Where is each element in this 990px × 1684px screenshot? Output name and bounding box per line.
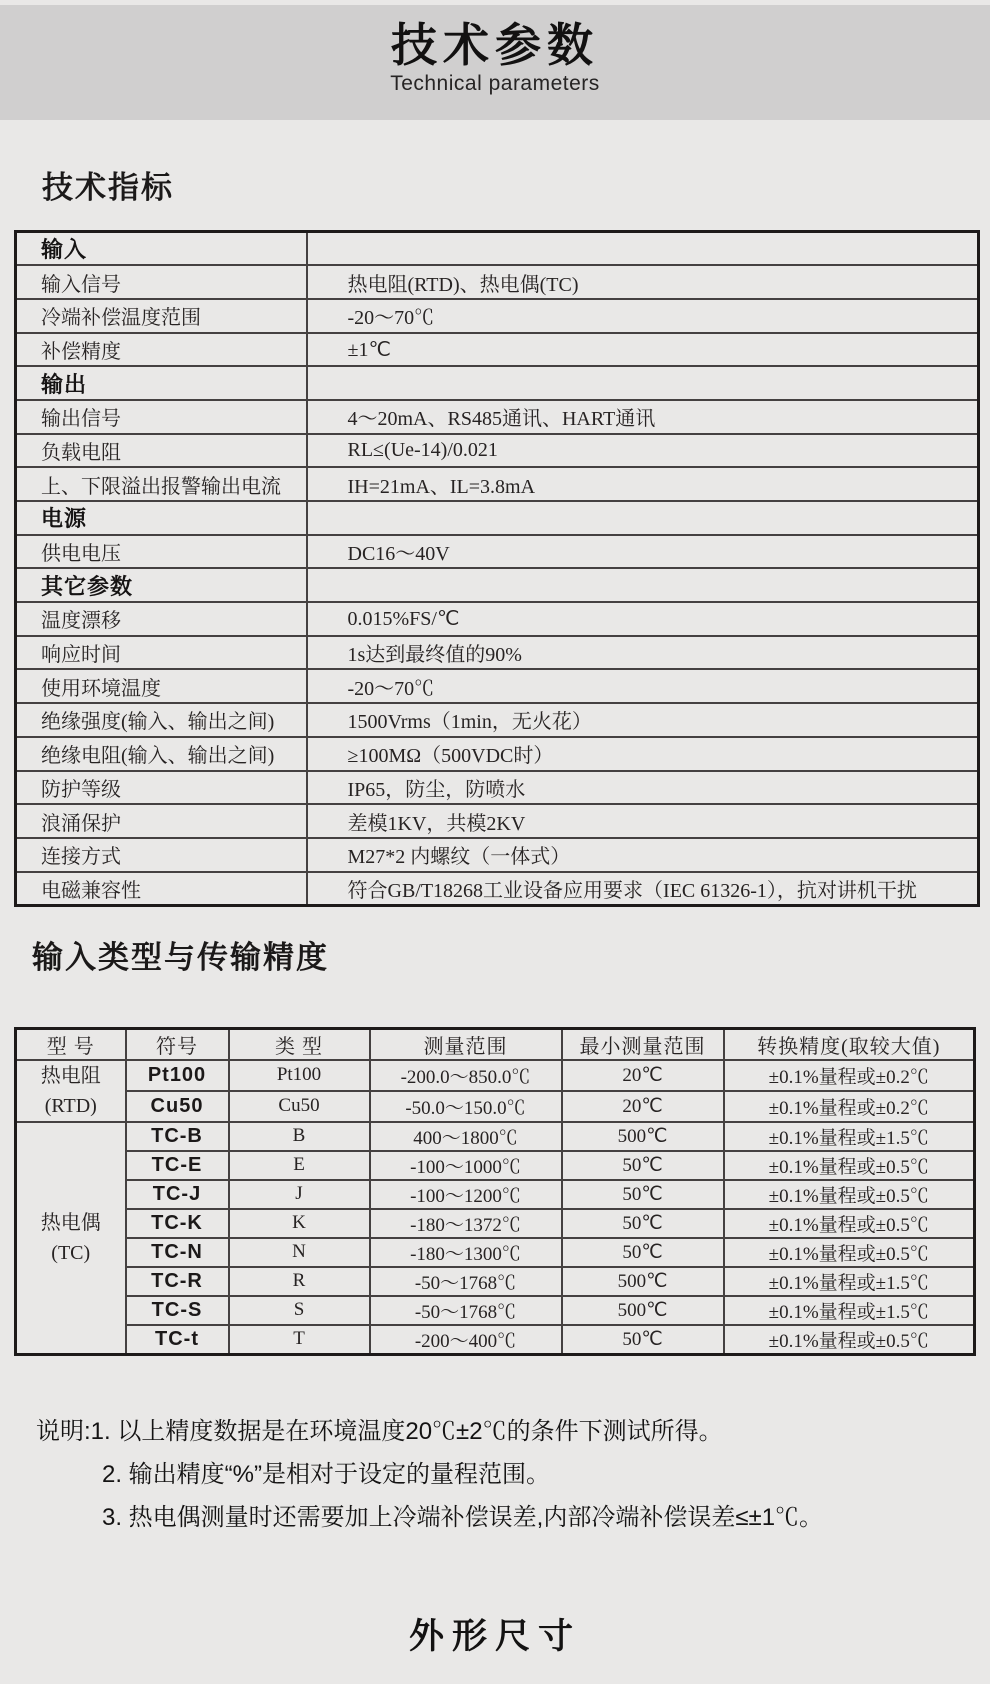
min-range-cell: 20℃	[562, 1060, 724, 1091]
accuracy-cell: ±0.1%量程或±0.5℃	[724, 1238, 975, 1267]
symbol-cell: TC-t	[126, 1325, 229, 1355]
range-cell: -100～1000℃	[370, 1151, 562, 1180]
spec-section-row	[16, 232, 979, 266]
symbol-cell: TC-N	[126, 1238, 229, 1267]
spec-section-label: 输入	[16, 232, 307, 266]
spec-label: 负载电阻	[16, 434, 307, 468]
spec-label: 使用环境温度	[16, 669, 307, 703]
accuracy-cell: ±0.1%量程或±0.5℃	[724, 1180, 975, 1209]
page-title: 技术参数	[391, 19, 599, 71]
min-range-cell: 50℃	[562, 1151, 724, 1180]
input-row	[16, 1151, 975, 1180]
min-range-cell: 500℃	[562, 1296, 724, 1325]
min-range-cell: 50℃	[562, 1209, 724, 1238]
input-row	[16, 1267, 975, 1296]
range-cell: -50～1768℃	[370, 1267, 562, 1296]
model-group-tc	[16, 1122, 126, 1355]
spec-label: 上、下限溢出报警输出电流	[16, 467, 307, 501]
spec-label: 电磁兼容性	[16, 872, 307, 906]
input-types-table	[14, 1027, 976, 1356]
spec-value	[307, 232, 979, 266]
min-range-cell: 20℃	[562, 1091, 724, 1122]
min-range-cell: 500℃	[562, 1267, 724, 1296]
range-cell: -50～1768℃	[370, 1296, 562, 1325]
spec-label: 温度漂移	[16, 602, 307, 636]
min-range-cell: 50℃	[562, 1180, 724, 1209]
range-cell: -200.0～850.0℃	[370, 1060, 562, 1091]
spec-value: 0.015%FS/℃	[307, 602, 979, 636]
spec-row	[16, 737, 979, 771]
hero-band	[0, 5, 990, 120]
spec-label: 绝缘电阻(输入、输出之间)	[16, 737, 307, 771]
spec-value: 1s达到最终值的90%	[307, 636, 979, 670]
spec-value: ≥100MΩ（500VDC时）	[307, 737, 979, 771]
note-text: 3. 热电偶测量时还需要加上冷端补偿误差,内部冷端补偿误差≤±1℃。	[102, 1503, 824, 1531]
input-row	[16, 1060, 975, 1091]
model-group-rtd	[16, 1060, 126, 1122]
input-row	[16, 1091, 975, 1122]
spec-row	[16, 771, 979, 805]
spec-label: 补偿精度	[16, 333, 307, 367]
col-header-type: 类 型	[229, 1028, 370, 1060]
note-text: 2. 输出精度“%”是相对于设定的量程范围。	[102, 1460, 551, 1488]
spec-row	[16, 400, 979, 434]
spec-label: 防护等级	[16, 771, 307, 805]
input-types-section-title: 输入类型与传输精度	[32, 939, 329, 975]
spec-row	[16, 333, 979, 367]
symbol-cell: TC-S	[126, 1296, 229, 1325]
type-cell: B	[229, 1122, 370, 1151]
model-group-label: 热电偶	[40, 1211, 101, 1234]
spec-section-label: 电源	[16, 501, 307, 535]
range-cell: -180～1372℃	[370, 1209, 562, 1238]
type-cell: T	[229, 1325, 370, 1355]
spec-value: -20～70℃	[307, 299, 979, 333]
min-range-cell: 500℃	[562, 1122, 724, 1151]
note-line-1	[36, 1410, 990, 1453]
spec-label: 浪涌保护	[16, 804, 307, 838]
spec-value: M27*2 内螺纹（一体式）	[307, 838, 979, 872]
accuracy-cell: ±0.1%量程或±1.5℃	[724, 1296, 975, 1325]
spec-value: 热电阻(RTD)、热电偶(TC)	[307, 265, 979, 299]
type-cell: S	[229, 1296, 370, 1325]
spec-value	[307, 568, 979, 602]
symbol-cell: Cu50	[126, 1091, 229, 1122]
spec-row	[16, 434, 979, 468]
note-text: 1. 以上精度数据是在环境温度20℃±2℃的条件下测试所得。	[90, 1417, 723, 1445]
model-group-sublabel: (TC)	[51, 1241, 91, 1264]
symbol-cell: TC-B	[126, 1122, 229, 1151]
col-header-min-range: 最小测量范围	[562, 1028, 724, 1060]
spec-row	[16, 535, 979, 569]
spec-label: 输入信号	[16, 265, 307, 299]
page-subtitle: Technical parameters	[390, 71, 600, 95]
spec-value: DC16～40V	[307, 535, 979, 569]
col-header-accuracy: 转换精度(取较大值)	[724, 1028, 975, 1060]
range-cell: -180～1300℃	[370, 1238, 562, 1267]
input-row	[16, 1122, 975, 1151]
input-row	[16, 1238, 975, 1267]
type-cell: E	[229, 1151, 370, 1180]
spec-row	[16, 703, 979, 737]
spec-value: 差模1KV，共模2KV	[307, 804, 979, 838]
spec-row	[16, 669, 979, 703]
spec-label: 输出信号	[16, 400, 307, 434]
range-cell: 400～1800℃	[370, 1122, 562, 1151]
type-cell: K	[229, 1209, 370, 1238]
spec-value: ±1℃	[307, 333, 979, 367]
spec-section-row	[16, 366, 979, 400]
input-row	[16, 1209, 975, 1238]
note-line-2	[36, 1453, 990, 1496]
spec-row	[16, 265, 979, 299]
specs-table	[14, 230, 980, 907]
spec-label: 绝缘强度(输入、输出之间)	[16, 703, 307, 737]
symbol-cell: TC-J	[126, 1180, 229, 1209]
accuracy-cell: ±0.1%量程或±0.5℃	[724, 1151, 975, 1180]
min-range-cell: 50℃	[562, 1325, 724, 1355]
range-cell: -200～400℃	[370, 1325, 562, 1355]
spec-label: 冷端补偿温度范围	[16, 299, 307, 333]
spec-value: RL≤(Ue-14)/0.021	[307, 434, 979, 468]
model-group-label: 热电阻	[40, 1064, 101, 1087]
symbol-cell: TC-K	[126, 1209, 229, 1238]
spec-row	[16, 299, 979, 333]
accuracy-cell: ±0.1%量程或±0.5℃	[724, 1209, 975, 1238]
type-cell: Pt100	[229, 1060, 370, 1091]
col-header-range: 测量范围	[370, 1028, 562, 1060]
spec-section-row	[16, 568, 979, 602]
spec-section-row	[16, 501, 979, 535]
spec-value	[307, 366, 979, 400]
min-range-cell: 50℃	[562, 1238, 724, 1267]
model-group-sublabel: (RTD)	[44, 1094, 97, 1117]
col-header-symbol: 符号	[126, 1028, 229, 1060]
note-line-3	[36, 1496, 990, 1539]
symbol-cell: Pt100	[126, 1060, 229, 1091]
input-row	[16, 1180, 975, 1209]
accuracy-cell: ±0.1%量程或±0.2℃	[724, 1060, 975, 1091]
spec-label: 连接方式	[16, 838, 307, 872]
spec-value	[307, 501, 979, 535]
spec-row	[16, 872, 979, 906]
symbol-cell: TC-R	[126, 1267, 229, 1296]
specs-section-title: 技术指标	[42, 170, 174, 205]
type-cell: Cu50	[229, 1091, 370, 1122]
accuracy-cell: ±0.1%量程或±0.5℃	[724, 1325, 975, 1355]
spec-label: 响应时间	[16, 636, 307, 670]
type-cell: J	[229, 1180, 370, 1209]
spec-value: 符合GB/T18268工业设备应用要求（IEC 61326-1），抗对讲机干扰	[307, 872, 979, 906]
spec-label: 供电电压	[16, 535, 307, 569]
spec-section-label: 其它参数	[16, 568, 307, 602]
spec-value: 1500Vrms（1min，无火花）	[307, 703, 979, 737]
accuracy-cell: ±0.1%量程或±0.2℃	[724, 1091, 975, 1122]
accuracy-cell: ±0.1%量程或±1.5℃	[724, 1122, 975, 1151]
spec-row	[16, 636, 979, 670]
spec-value: -20～70℃	[307, 669, 979, 703]
type-cell: R	[229, 1267, 370, 1296]
type-cell: N	[229, 1238, 370, 1267]
spec-row	[16, 602, 979, 636]
symbol-cell: TC-E	[126, 1151, 229, 1180]
input-table-header-row	[16, 1028, 975, 1060]
spec-value: IH=21mA、IL=3.8mA	[307, 467, 979, 501]
spec-section-label: 输出	[16, 366, 307, 400]
range-cell: -100～1200℃	[370, 1180, 562, 1209]
range-cell: -50.0～150.0℃	[370, 1091, 562, 1122]
spec-row	[16, 467, 979, 501]
spec-value: IP65，防尘，防喷水	[307, 771, 979, 805]
col-header-model: 型 号	[16, 1028, 126, 1060]
notes-prefix: 说明:	[36, 1417, 91, 1445]
spec-row	[16, 838, 979, 872]
spec-value: 4～20mA、RS485通讯、HART通讯	[307, 400, 979, 434]
dimensions-section-title: 外形尺寸	[408, 1616, 581, 1656]
input-row	[16, 1296, 975, 1325]
accuracy-cell: ±0.1%量程或±1.5℃	[724, 1267, 975, 1296]
notes-block	[36, 1410, 990, 1539]
input-row	[16, 1325, 975, 1355]
spec-row	[16, 804, 979, 838]
